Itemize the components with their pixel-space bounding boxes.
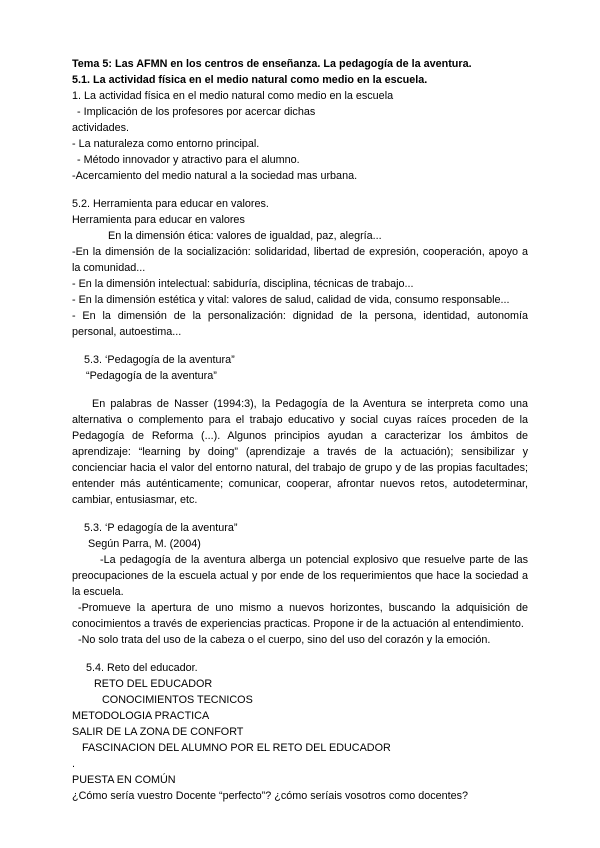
s52-dimension-personalizacion: - En la dimensión de la personalización: dignidad de la persona, identidad, autonomía personal, autoestima... — [72, 310, 528, 338]
s51-item-5: -Acercamiento del medio natural a la sociedad mas urbana. — [72, 170, 358, 182]
s53-parra-point-3: -No solo trata del uso de la cabeza o el cuerpo, sino del uso del corazón y la emoción. — [78, 634, 491, 646]
s51-item-1: 1. La actividad física en el medio natural como medio en la escuela — [72, 90, 394, 102]
s52-dimension-estetica: - En la dimensión estética y vital: valores de salud, calidad de vida, consumo responsable... — [72, 294, 510, 306]
s53-parra-point-2: -Promueve la apertura de uno mismo a nuevos horizontes, buscando la adquisición de conocimientos a través de experiencias practicas. Propone ir de la actuación al entendimiento. — [72, 602, 528, 630]
section-5-3-parra-heading: 5.3. ‘P edagogía de la aventura” — [84, 522, 238, 534]
s54-salir-zona-confort: SALIR DE LA ZONA DE CONFORT — [72, 726, 244, 738]
s51-item-3: - La naturaleza como entorno principal. — [72, 138, 260, 150]
s52-dimension-etica: En la dimensión ética: valores de igualdad, paz, alegría... — [108, 230, 382, 242]
s52-dimension-intelectual: - En la dimensión intelectual: sabiduría, disciplina, técnicas de trabajo... — [72, 278, 414, 290]
s52-subtitle: Herramienta para educar en valores — [72, 214, 245, 226]
doc-title: Tema 5: Las AFMN en los centros de enseñanza. La pedagogía de la aventura. — [72, 58, 472, 70]
s51-item-2: - Implicación de los profesores por acercar dichas — [77, 106, 316, 118]
s52-dimension-socializacion: -En la dimensión de la socialización: solidaridad, libertad de expresión, cooperación, apoyo a la comunidad... — [72, 246, 528, 274]
section-5-1-heading: 5.1. La actividad física en el medio natural como medio en la escuela. — [72, 74, 428, 86]
s53-parra-point-1: -La pedagogía de la aventura alberga un potencial explosivo que resuelve parte de las preocupaciones de la escuela actual y por ende de los requerimientos que hace la sociedad a la escuela. — [72, 554, 528, 598]
s54-puesta-en-comun: PUESTA EN COMÚN — [72, 774, 176, 786]
s54-reto-del-educador: RETO DEL EDUCADOR — [94, 678, 213, 690]
s53-nasser-subtitle: “Pedagogía de la aventura” — [86, 370, 217, 382]
s51-item-2-continuation: actividades. — [72, 122, 130, 134]
section-5-4-heading: 5.4. Reto del educador. — [86, 662, 198, 674]
section-5-3-nasser-heading: 5.3. ‘Pedagogía de la aventura” — [84, 354, 235, 366]
s54-conocimientos-tecnicos: CONOCIMIENTOS TECNICOS — [102, 694, 253, 706]
s54-fascinacion: FASCINACION DEL ALUMNO POR EL RETO DEL EDUCADOR — [82, 742, 391, 754]
s53-nasser-paragraph: En palabras de Nasser (1994:3), la Pedagogía de la Aventura se interpreta como una alternativa o complemento para el trabajo educativo y social cuyas raíces proceden de la Pedagogía de Reforma (...). Algunos principios ayudan a caracterizar los ámbitos de aprendizaje: “learning by doing” (aprendizaje a través de la actuación); sensibilizar y concienciar hacia el valor del entorno natural, del trabajo de grupo y de las propias facultades; entender más auténticamente; comunicar, cooperar, afrontar nuevos retos, autodeterminar, cambiar, entusiasmar, etc. — [72, 398, 528, 506]
s51-item-4: - Método innovador y atractivo para el alumno. — [77, 154, 300, 166]
section-5-2-heading: 5.2. Herramienta para educar en valores. — [72, 198, 269, 210]
s54-dot: . — [72, 758, 75, 770]
s54-question: ¿Cómo sería vuestro Docente “perfecto”? ¿cómo seríais vosotros como docentes? — [72, 790, 469, 802]
s54-metodologia-practica: METODOLOGIA PRACTICA — [72, 710, 210, 722]
s53-parra-subtitle: Según Parra, M. (2004) — [88, 538, 201, 550]
